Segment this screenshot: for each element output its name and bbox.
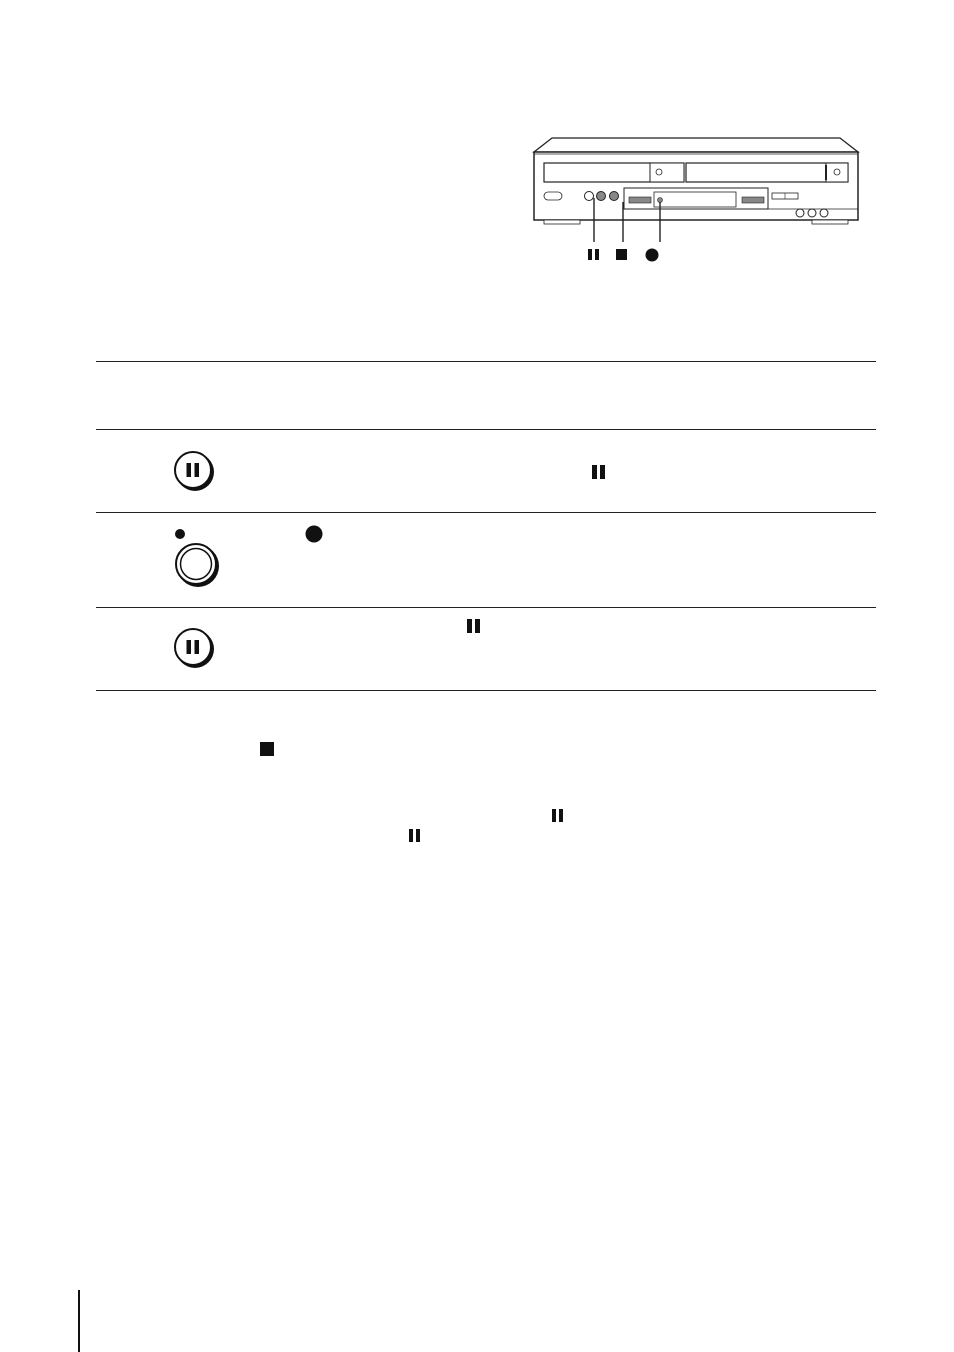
table-bottom-rule [96, 690, 876, 691]
table-row-rule-2 [96, 607, 876, 608]
vcr-dvd-device-illustration [530, 136, 862, 264]
record-button-icon [170, 526, 222, 590]
stop-icon [259, 741, 275, 757]
table-row-rule-1 [96, 512, 876, 513]
pause-icon [465, 618, 483, 634]
page-margin-bar [78, 1290, 80, 1352]
record-symbol-callout [646, 249, 659, 262]
pause-icon [550, 809, 566, 823]
pause-icon [590, 464, 608, 480]
pause-icon [407, 829, 423, 843]
table-top-rule [96, 361, 876, 362]
pause-button-icon [172, 625, 218, 671]
pause-symbol-callout [588, 249, 599, 260]
stop-symbol-callout [616, 249, 627, 260]
table-header-rule [96, 429, 876, 430]
record-icon [304, 524, 324, 544]
pause-button-icon [172, 448, 218, 494]
